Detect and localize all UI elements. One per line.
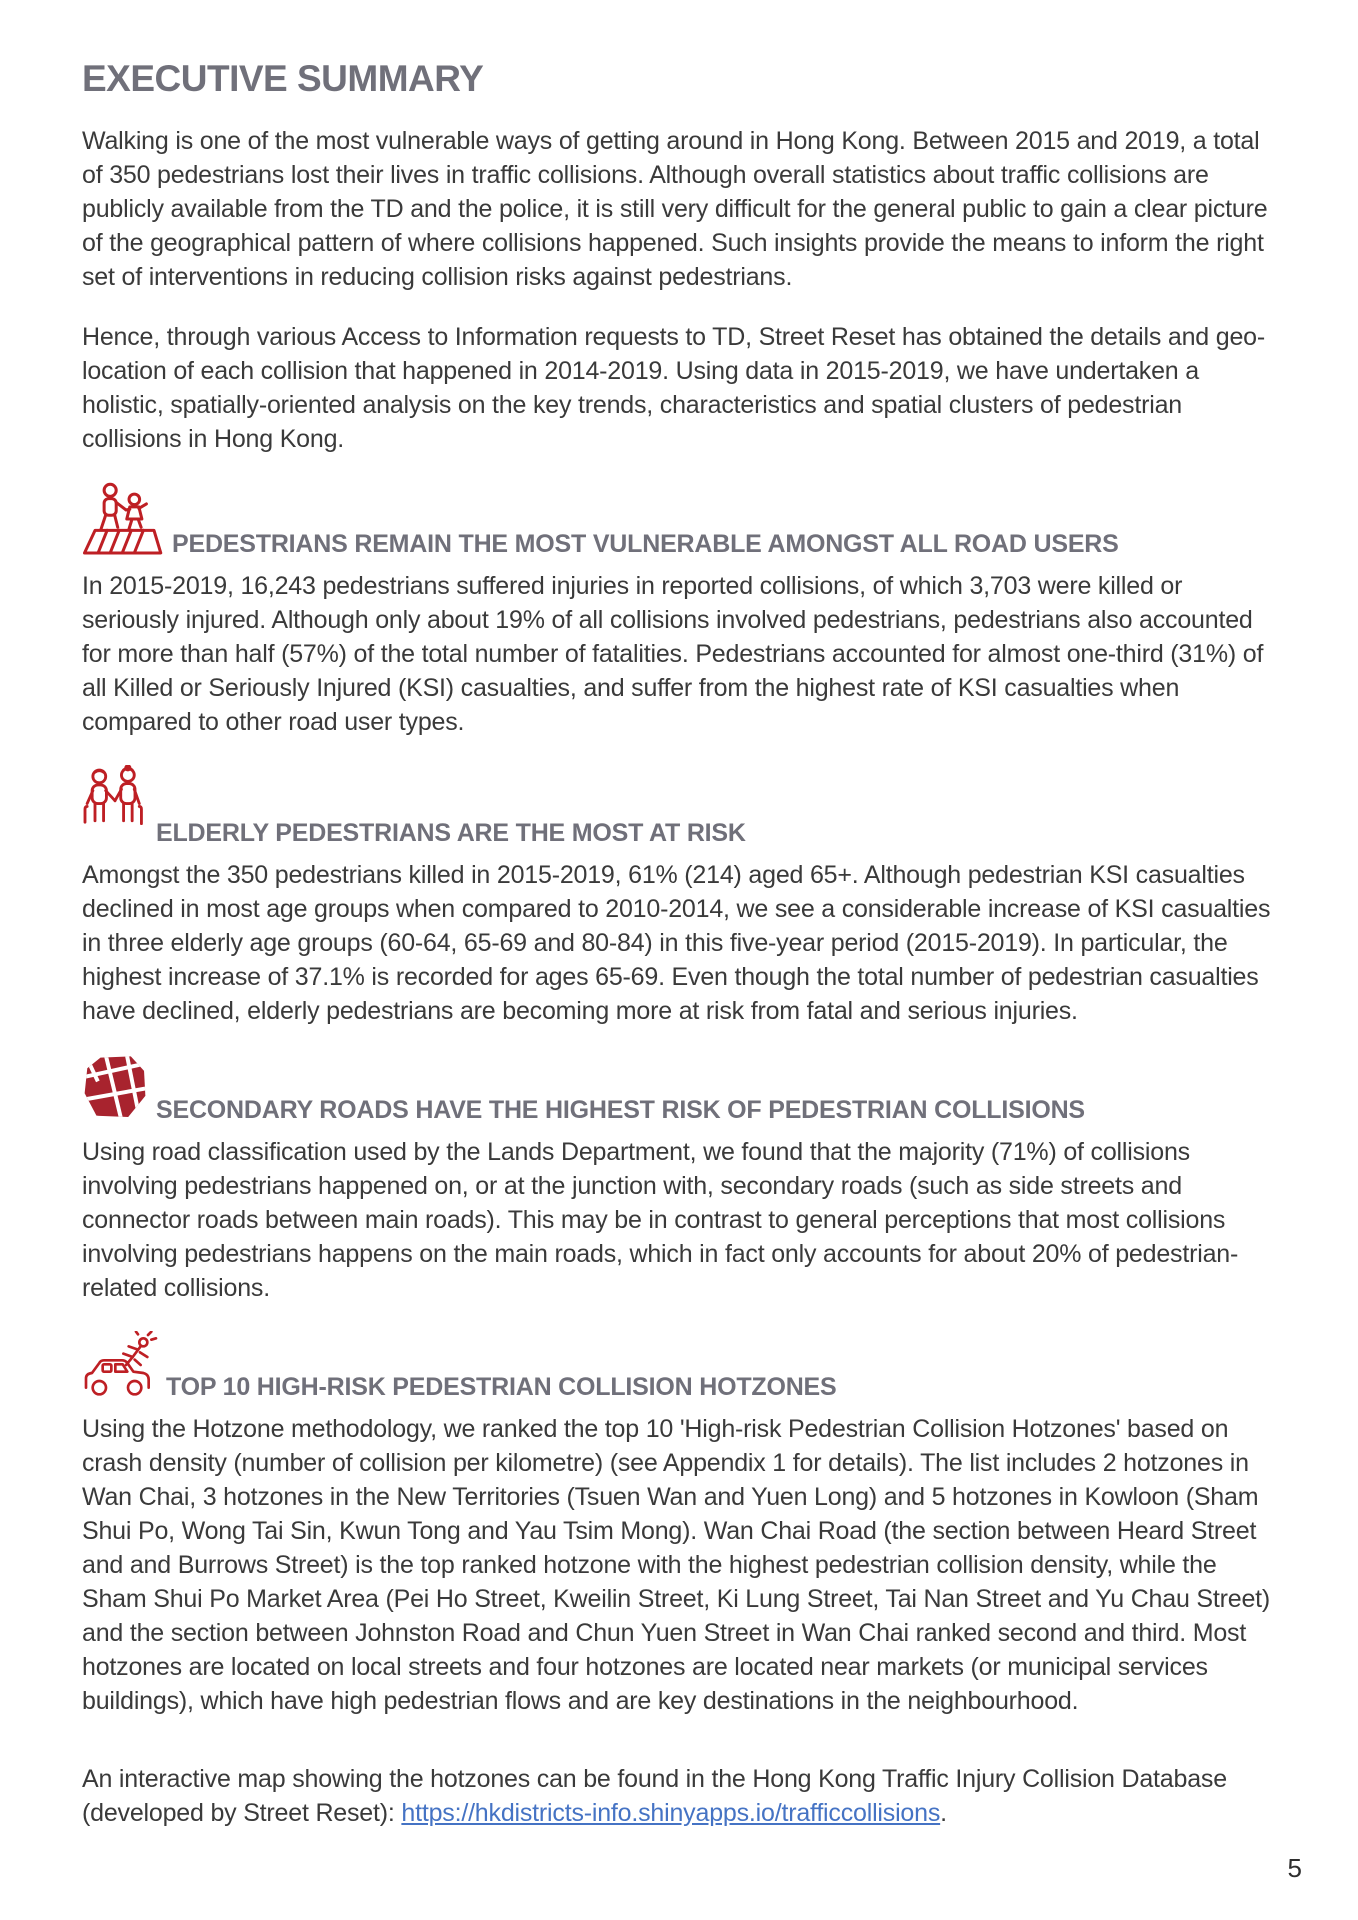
section-secondary-roads [82, 1054, 1276, 1305]
section-header [82, 482, 1276, 561]
section-header [82, 765, 1276, 850]
section-heading: PEDESTRIANS REMAIN THE MOST VULNERABLE AMONGST ALL ROAD USERS [172, 530, 1119, 558]
intro-paragraph-2: Hence, through various Access to Information requests to TD, Street Reset has obtained the details and geo-location of each collision that happened in 2014-2019. Using data in 2015-2019, we have undertaken a holistic, spatially-oriented analysis on the key trends, characteristics and spatial clusters of pedestrian collisions in Hong Kong. [82, 323, 1265, 453]
section-top10-hotzones [82, 1331, 1276, 1718]
section-header [82, 1331, 1276, 1404]
car-collision-icon [82, 1331, 158, 1404]
interactive-map-note [82, 1762, 1276, 1830]
section-heading: SECONDARY ROADS HAVE THE HIGHEST RISK OF PEDESTRIAN COLLISIONS [156, 1096, 1085, 1124]
pedestrian-crossing-icon [82, 482, 164, 561]
page-title: EXECUTIVE SUMMARY [82, 58, 484, 99]
section-body: Using the Hotzone methodology, we ranked the top 10 'High-risk Pedestrian Collision Hotzones' based on crash density (number of collision per kilometre) (see Appendix 1 for details). The list includes 2 hotzones in Wan Chai, 3 hotzones in the New Territories (Tsuen Wan and Yuen Long) and 5 hotzones in Kowloon (Sham Shui Po, Wong Tai Sin, Kwun Tong and Yau Tsim Mong). Wan Chai Road (the section between Heard Street and and Burrows Street) is the top ranked hotzone with the highest pedestrian collision density, while the Sham Shui Po Market Area (Pei Ho Street, Kweilin Street, Ki Lung Street, Tai Nan Street and Yu Chau Street) and the section between Johnston Road and Chun Yuen Street in Wan Chai ranked second and third. Most hotzones are located on local streets and four hotzones are located near markets (or municipal services buildings), which have high pedestrian flows and are key destinations in the neighbourhood. [82, 1415, 1271, 1715]
note-text-before-link: An interactive map showing the hotzones can be found in the Hong Kong Traffic Injury Collision Database (developed by Street Reset): [82, 1765, 1227, 1827]
section-pedestrians-vulnerable [82, 482, 1276, 739]
page-number: 5 [1287, 1853, 1302, 1883]
elderly-couple-icon [82, 765, 148, 850]
section-heading: TOP 10 HIGH-RISK PEDESTRIAN COLLISION HOTZONES [166, 1373, 837, 1401]
section-body: Amongst the 350 pedestrians killed in 2015-2019, 61% (214) aged 65+. Although pedestrian KSI casualties declined in most age groups when compared to 2010-2014, we see a considerable increase of KSI casualties in three elderly age groups (60-64, 65-69 and 80-84) in this five-year period (2015-2019). In particular, the highest increase of 37.1% is recorded for ages 65-69. Even though the total number of pedestrian casualties have declined, elderly pedestrians are becoming more at risk from fatal and serious injuries. [82, 861, 1271, 1025]
note-text-after-link: . [940, 1799, 947, 1827]
section-heading: ELDERLY PEDESTRIANS ARE THE MOST AT RISK [156, 819, 746, 847]
traffic-collisions-database-link[interactable]: https://hkdistricts-info.shinyapps.io/trafficcollisions [401, 1799, 941, 1827]
section-header [82, 1054, 1276, 1127]
section-body: Using road classification used by the Lands Department, we found that the majority (71%) of collisions involving pedestrians happened on, or at the junction with, secondary roads (such as side streets and connector roads between main roads). This may be in contrast to general perceptions that most collisions involving pedestrians happens on the main roads, which in fact only accounts for about 20% of pedestrian-related collisions. [82, 1138, 1239, 1302]
section-body: In 2015-2019, 16,243 pedestrians suffered injuries in reported collisions, of which 3,703 were killed or seriously injured. Although only about 19% of all collisions involved pedestrians, pedestrians also accounted for more than half (57%) of the total number of fatalities. Pedestrians accounted for almost one-third (31%) of all Killed or Seriously Injured (KSI) casualties, and suffer from the highest rate of KSI casualties when compared to other road user types. [82, 572, 1264, 736]
road-map-icon [82, 1054, 148, 1127]
section-elderly-at-risk [82, 765, 1276, 1028]
intro-paragraph-1: Walking is one of the most vulnerable ways of getting around in Hong Kong. Between 2015 and 2019, a total of 350 pedestrians lost their lives in traffic collisions. Although overall statistics about traffic collisions are publicly available from the TD and the police, it is still very difficult for the general public to gain a clear picture of the geographical pattern of where collisions happened. Such insights provide the means to inform the right set of interventions in reducing collision risks against pedestrians. [82, 127, 1268, 291]
